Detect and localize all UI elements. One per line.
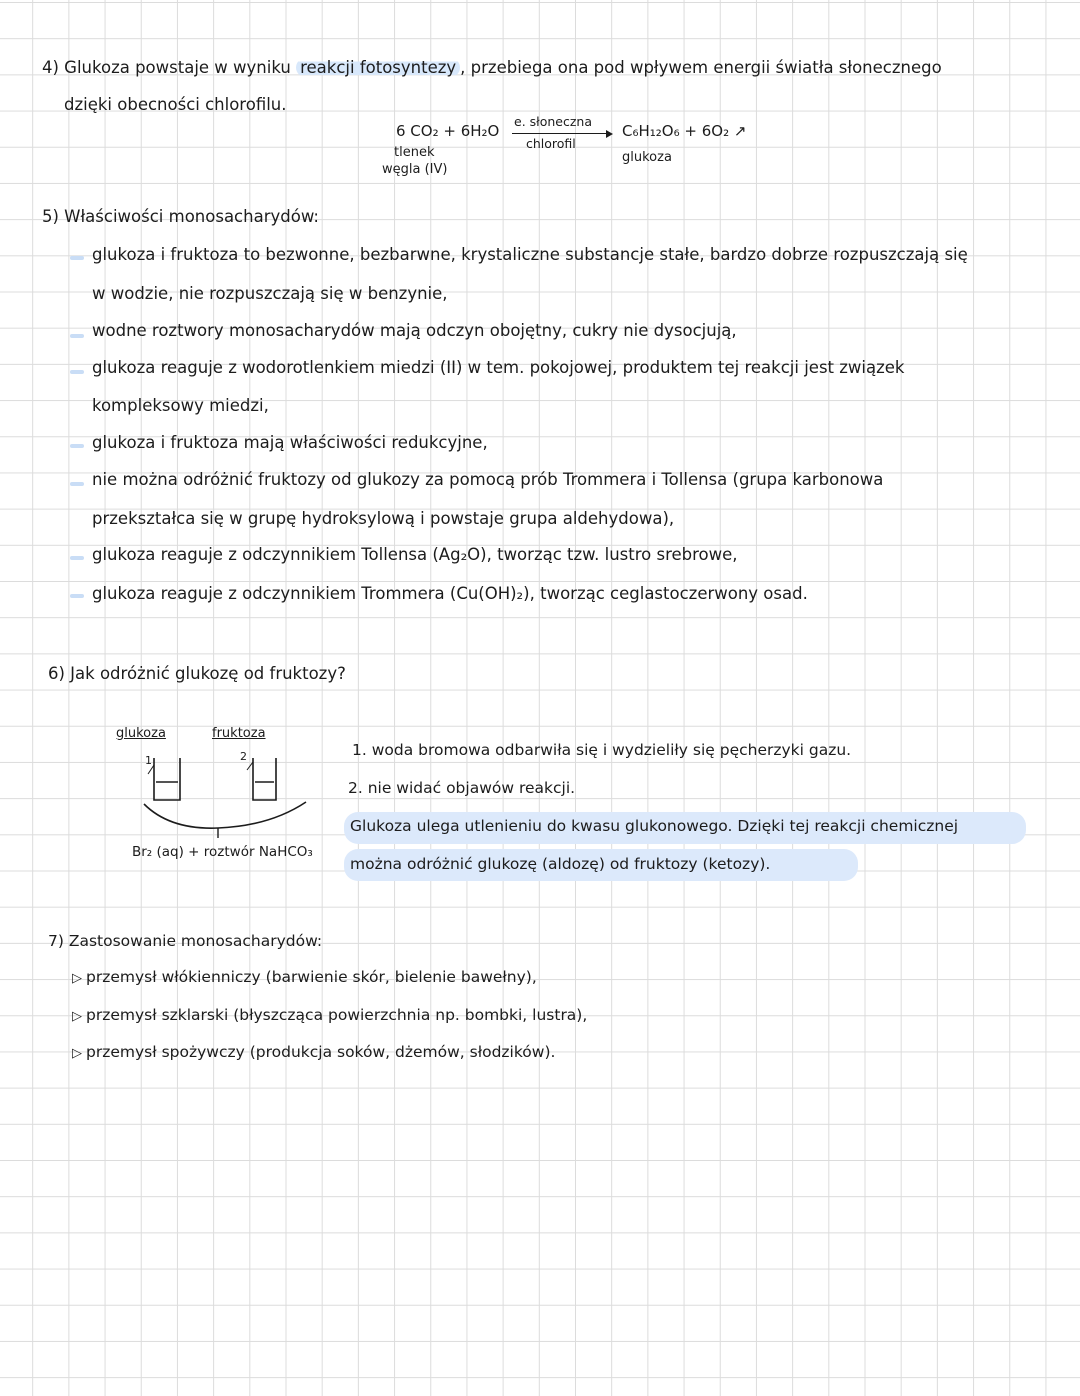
bullet-dash [70,370,84,374]
triangle-bullet-icon: ▷ [72,1009,82,1024]
equation-left: 6 CO₂ + 6H₂O [396,122,500,140]
equation-arrow-line [512,133,608,134]
s5-item-1: glukoza i fruktoza to bezwonne, bezbarwne, krystaliczne substancje stałe, bardzo dobrze rozpuszczają się [92,245,968,264]
s5-heading: 5) Właściwości monosacharydów: [42,207,319,226]
equation-arrow-head [606,130,613,138]
s4-line1 [42,58,942,78]
s4-highlight: reakcji fotosyntezy [296,58,460,77]
equation-label-wegla: węgla (IV) [382,162,448,177]
s5-item-5-cont: przekształca się w grupę hydroksylową i powstaje grupa aldehydowa), [92,509,675,528]
s7-item-text: przemysł szklarski (błyszcząca powierzchnia np. bombki, lustra), [86,1006,588,1024]
observation-2: 2. nie widać objawów reakcji. [348,779,576,797]
tube-number-1: 1 [145,754,152,767]
equation-right: C₆H₁₂O₆ + 6O₂ ↗ [622,122,747,140]
s5-item-7: glukoza reaguje z odczynnikiem Trommera (Cu(OH)₂), tworząc ceglastoczerwony osad. [92,584,808,603]
conclusion-line-2: można odróżnić glukozę (aldozę) od fruktozy (ketozy). [350,855,771,873]
test-tubes-icon [100,740,360,840]
s5-item-1-cont: w wodzie, nie rozpuszczają się w benzynie, [92,284,448,303]
s7-item-text: przemysł włókienniczy (barwienie skór, bielenie bawełny), [86,968,537,986]
tube-label-fruktoza: fruktoza [212,726,266,741]
s4-text-post: , przebiega ona pod wpływem energii światła słonecznego [460,58,942,77]
s5-item-6: glukoza reaguje z odczynnikiem Tollensa (Ag₂O), tworząc tzw. lustro srebrowe, [92,545,738,564]
tube-label-glukoza: glukoza [116,726,166,741]
triangle-bullet-icon: ▷ [72,971,82,986]
observation-1: 1. woda bromowa odbarwiła się i wydzieliły się pęcherzyki gazu. [352,741,852,759]
conclusion-line-1: Glukoza ulega utlenieniu do kwasu glukonowego. Dzięki tej reakcji chemicznej [350,817,959,835]
bullet-dash [70,556,84,560]
equation-label-glukoza: glukoza [622,150,672,165]
bullet-dash [70,334,84,338]
equation-arrow-top: e. słoneczna [514,114,592,129]
equation-label-tlenek: tlenek [394,145,435,160]
s7-heading: 7) Zastosowanie monosacharydów: [48,932,323,950]
s7-item-3 [72,1043,555,1062]
bullet-dash [70,594,84,598]
s7-item-2 [72,1006,587,1025]
s5-item-2: wodne roztwory monosacharydów mają odczyn obojętny, cukry nie dysocjują, [92,321,737,340]
s6-heading: 6) Jak odróżnić glukozę od fruktozy? [48,664,346,683]
s4-text-pre: 4) Glukoza powstaje w wyniku [42,58,297,77]
tube-number-2: 2 [240,750,247,763]
s5-item-3: glukoza reaguje z wodorotlenkiem miedzi (II) w tem. pokojowej, produktem tej reakcji jest związek [92,358,905,377]
s7-item-1 [72,968,537,987]
s7-item-text: przemysł spożywczy (produkcja soków, dżemów, słodzików). [86,1043,556,1061]
s5-item-4: glukoza i fruktoza mają właściwości redukcyjne, [92,433,488,452]
bullet-dash [70,256,84,260]
reagent-label: Br₂ (aq) + roztwór NaHCO₃ [132,844,313,860]
bullet-dash [70,444,84,448]
s5-item-3-cont: kompleksowy miedzi, [92,396,269,415]
bullet-dash [70,482,84,486]
triangle-bullet-icon: ▷ [72,1046,82,1061]
s5-item-5: nie można odróżnić fruktozy od glukozy za pomocą prób Trommera i Tollensa (grupa karbonowa [92,470,884,489]
s4-line2: dzięki obecności chlorofilu. [64,95,287,114]
equation-arrow-bottom: chlorofil [526,136,576,151]
